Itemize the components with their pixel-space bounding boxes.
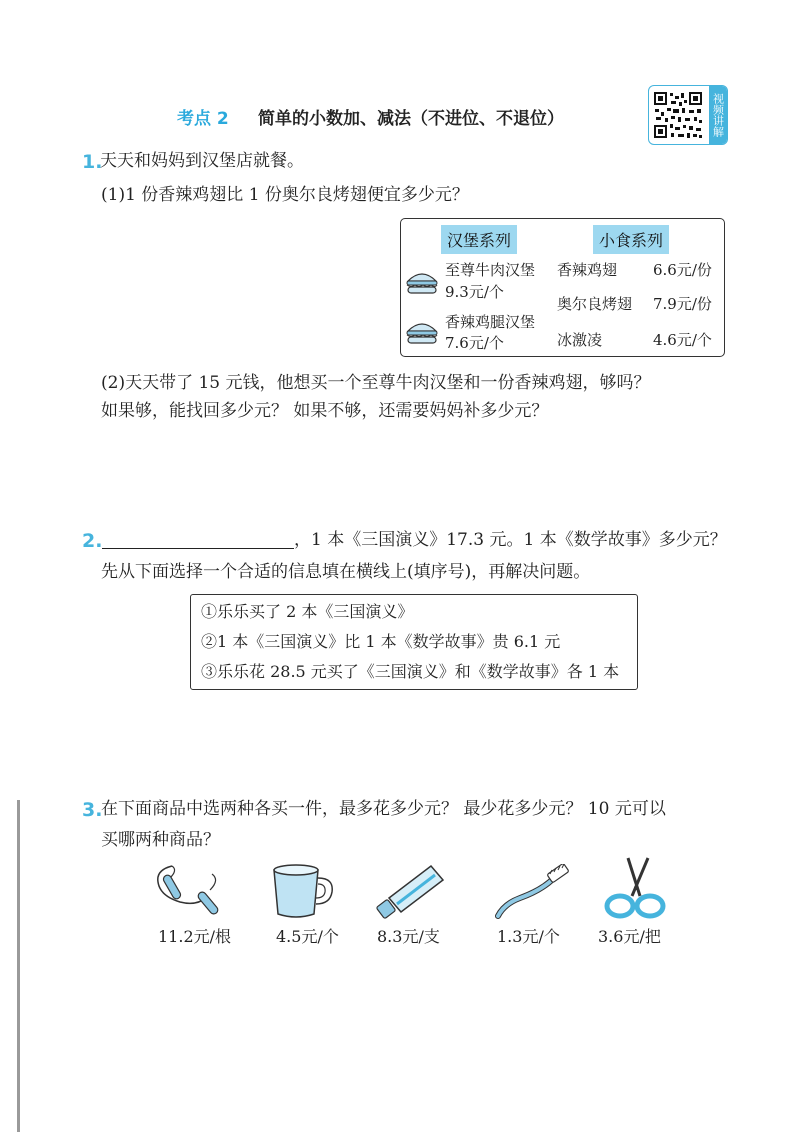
- toothbrush-icon: [492, 864, 572, 922]
- question-1-number: 1.: [82, 151, 103, 173]
- question-1-stem: 天天和妈妈到汉堡店就餐。: [100, 151, 304, 171]
- snack-price: 4.6元/个: [653, 331, 712, 349]
- snack-name: 奥尔良烤翅: [557, 295, 633, 313]
- video-explain-tag: 视频讲解: [709, 86, 727, 144]
- options-box: [190, 594, 638, 690]
- product-price: 1.3元/个: [497, 927, 560, 946]
- option-item: ③乐乐花 28.5 元买了《三国演义》和《数学故事》各 1 本: [201, 662, 620, 681]
- option-item: ①乐乐买了 2 本《三国演义》: [201, 602, 414, 621]
- scissors-icon: [600, 856, 672, 922]
- product-price: 3.6元/把: [598, 927, 661, 946]
- question-3-line1: 在下面商品中选两种各买一件，最多花多少元？ 最少花多少元？ 10 元可以: [101, 799, 666, 819]
- page-edge: [17, 800, 20, 1132]
- toothpaste-icon: [375, 862, 447, 922]
- answer-blank[interactable]: [102, 548, 294, 549]
- question-2-line2: 先从下面选择一个合适的信息填在横线上(填序号)，再解决问题。: [101, 562, 591, 582]
- section-title: 简单的小数加、减法（不进位、不退位）: [258, 109, 564, 129]
- burger-icon: [405, 319, 439, 345]
- product-price: 8.3元/支: [377, 927, 440, 946]
- product-price: 4.5元/个: [276, 927, 339, 946]
- snack-name: 冰激凌: [557, 331, 603, 349]
- burger-price: 9.3元/个: [445, 283, 504, 301]
- burger-name: 至尊牛肉汉堡: [445, 261, 536, 279]
- product-price: 11.2元/根: [158, 927, 232, 946]
- burger-price: 7.6元/个: [445, 334, 504, 352]
- question-1-part1: (1)1 份香辣鸡翅比 1 份奥尔良烤翅便宜多少元？: [101, 185, 469, 205]
- jump-rope-icon: [150, 860, 234, 922]
- burger-icon: [405, 269, 439, 295]
- option-item: ②1 本《三国演义》比 1 本《数学故事》贵 6.1 元: [201, 632, 561, 651]
- mug-icon: [268, 862, 340, 922]
- burger-name: 香辣鸡腿汉堡: [445, 313, 536, 331]
- question-2-line1: ，1 本《三国演义》17.3 元。1 本《数学故事》多少元？: [294, 530, 727, 550]
- snack-series-header: 小食系列: [593, 225, 669, 254]
- question-3-line2: 买哪两种商品？: [101, 830, 220, 850]
- question-3-number: 3.: [82, 799, 103, 821]
- kaodian-label: 考点 2: [177, 109, 229, 129]
- burger-series-header: 汉堡系列: [441, 225, 517, 254]
- qr-code-icon: [653, 91, 703, 139]
- question-1-part2-line2: 如果够，能找回多少元？ 如果不够，还需要妈妈补多少元？: [101, 401, 549, 421]
- question-1-part2-line1: (2)天天带了 15 元钱，他想买一个至尊牛肉汉堡和一份香辣鸡翅，够吗？: [101, 373, 651, 393]
- qr-code-card[interactable]: [648, 85, 728, 145]
- snack-price: 7.9元/份: [653, 295, 712, 313]
- snack-price: 6.6元/份: [653, 261, 712, 279]
- snack-name: 香辣鸡翅: [557, 261, 618, 279]
- menu-board: [400, 218, 725, 357]
- question-2-number: 2.: [82, 530, 103, 552]
